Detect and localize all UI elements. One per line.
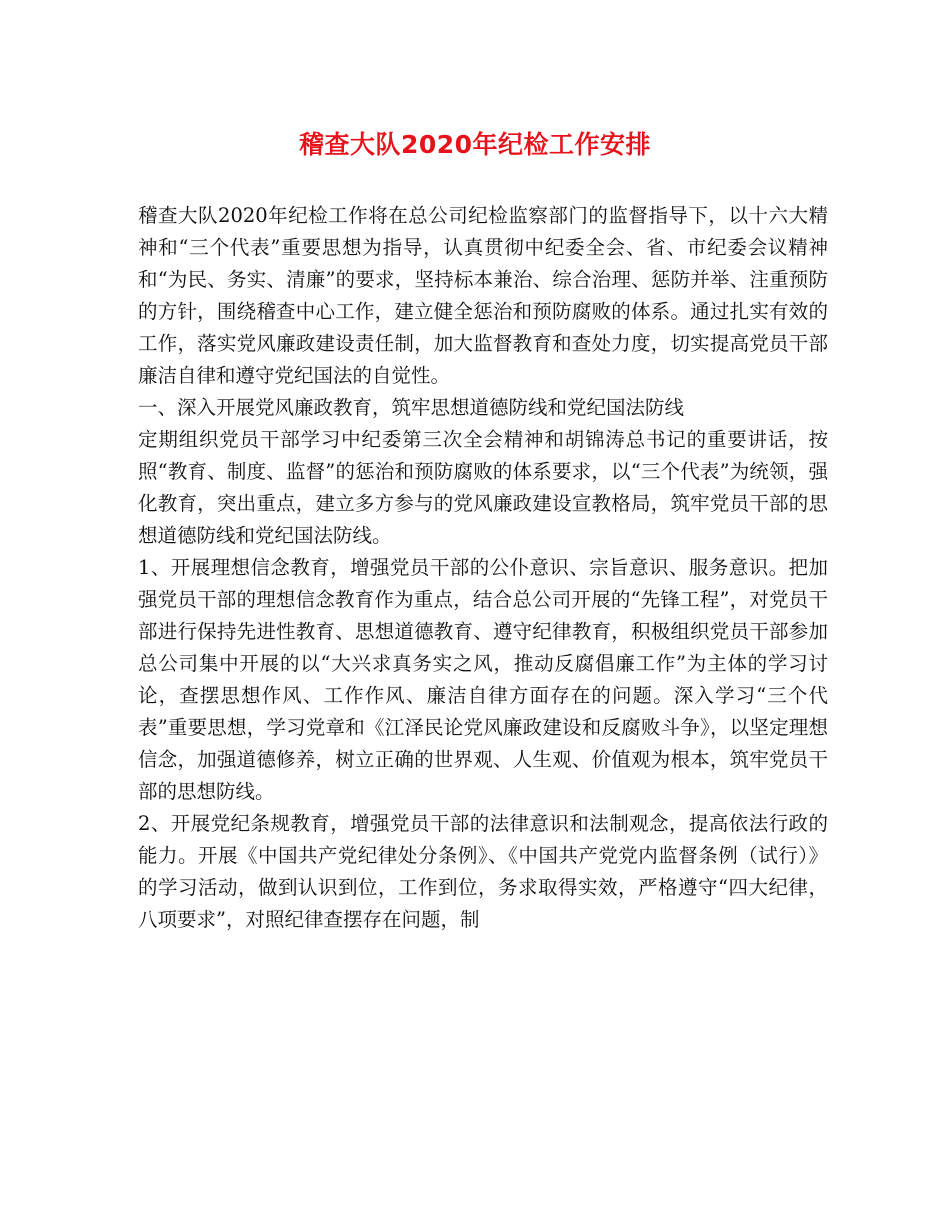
item-1-paragraph: 1、开展理想信念教育，增强党员干部的公仆意识、宗旨意识、服务意识。把加强党员干部的理想信念教育作为重点，结合总公司开展的“先锋工程”，对党员干部进行保持先进性教育、思想道德教育、遵守纪律教育，积极组织党员干部参加总公司集中开展的以“大兴求真务实之风，推动反腐倡廉工作”为主体的学习讨论，查摆思想作风、工作作风、廉洁自律方面存在的问题。深入学习“三个代表”重要思想，学习党章和《江泽民论党风廉政建设和反腐败斗争》，以坚定理想信念，加强道德修养，树立正确的世界观、人生观、价值观为根本，筑牢党员干部的思想防线。 (138, 556, 828, 803)
section-heading-1: 一、深入开展党风廉政教育，筑牢思想道德防线和党纪国法防线 (138, 396, 685, 419)
section-1-paragraph: 定期组织党员干部学习中纪委第三次全会精神和胡锦涛总书记的重要讲话，按照“教育、制度、监督”的惩治和预防腐败的体系要求，以“三个代表”为统领，强化教育，突出重点，建立多方参与的党风廉政建设宣教格局，筑牢党员干部的思想道德防线和党纪国法防线。 (138, 428, 828, 547)
intro-paragraph: 稽查大队2020年纪检工作将在总公司纪检监察部门的监督指导下，以十六大精神和“三个代表”重要思想为指导，认真贯彻中纪委全会、省、市纪委会议精神和“为民、务实、清廉”的要求，坚持标本兼治、综合治理、惩防并举、注重预防的方针，围绕稽查中心工作，建立健全惩治和预防腐败的体系。通过扎实有效的工作，落实党风廉政建设责任制，加大监督教育和查处力度，切实提高党员干部廉洁自律和遵守党纪国法的自觉性。 (138, 204, 828, 387)
document-title: 稽查大队2020年纪检工作安排 (298, 130, 652, 159)
item-2-paragraph: 2、开展党纪条规教育，增强党员干部的法律意识和法制观念，提高依法行政的能力。开展《中国共产党纪律处分条例》、《中国共产党党内监督条例（试行）》的学习活动，做到认识到位，工作到位，务求取得实效，严格遵守“四大纪律，八项要求”，对照纪律查摆存在问题，制 (138, 812, 828, 931)
document-body (138, 200, 828, 936)
